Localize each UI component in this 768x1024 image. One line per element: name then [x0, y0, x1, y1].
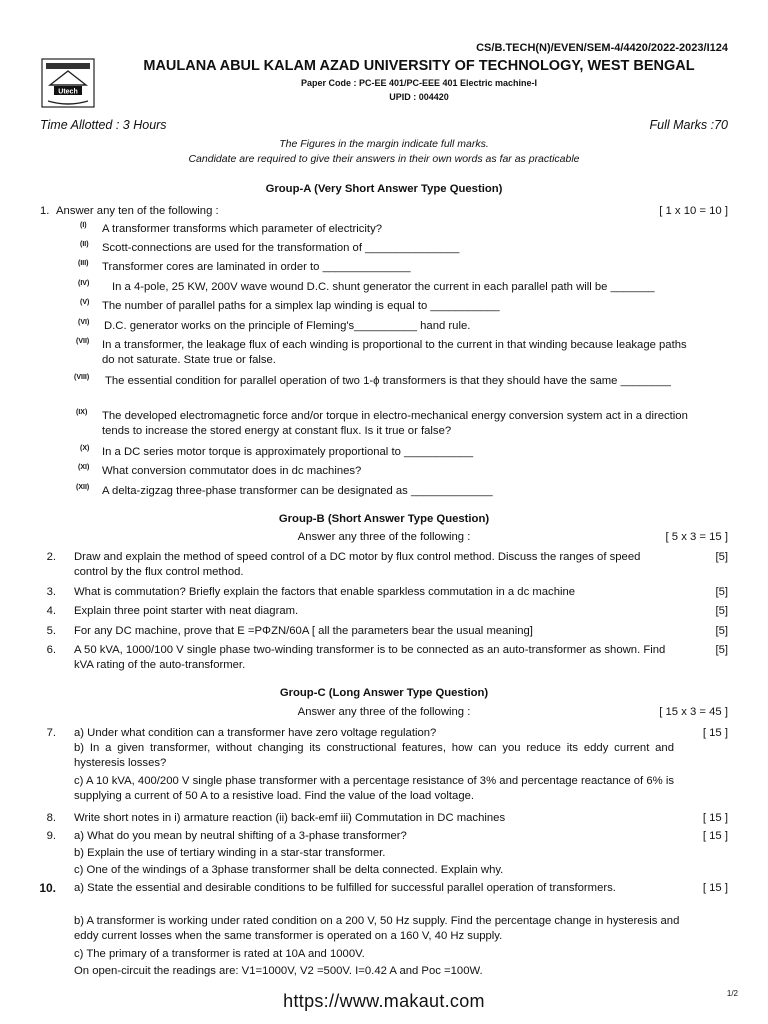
roman-numeral: (XII) — [76, 484, 90, 491]
roman-numeral: (VIII) — [74, 374, 90, 381]
question-text: Explain three point starter with neat diagram. — [74, 605, 299, 617]
question-marks: [ 15 ] — [702, 882, 728, 894]
list-item: A transformer transforms which parameter of electricity? — [102, 223, 383, 235]
question-number: 8. — [46, 812, 56, 824]
group-c-instruction: Answer any three of the following : — [297, 706, 471, 718]
question-9a: a) What do you mean by neutral shifting of a 3-phase transformer? — [74, 830, 407, 842]
question-10b: b) A transformer is working under rated condition on a 200 V, 50 Hz supply. Find the percentage change in hysteresis and eddy current losses when the same transformer is operated on a 160 V, 40 Hz supply. — [74, 915, 680, 942]
question-marks: [5] — [715, 625, 728, 637]
question-number: 7. — [46, 727, 56, 739]
list-item: The number of parallel paths for a simplex lap winding is equal to ___________ — [102, 300, 500, 312]
group-b-marks: [ 5 x 3 = 15 ] — [665, 531, 728, 543]
question-10c: c) The primary of a transformer is rated at 10A and 1000V. — [74, 948, 365, 960]
question-number: 3. — [46, 586, 56, 598]
question-marks: [ 15 ] — [702, 727, 728, 739]
question-number: 6. — [46, 644, 56, 656]
group-b-title: Group-B (Short Answer Type Question) — [278, 513, 490, 525]
question-marks: [5] — [715, 605, 728, 617]
question-number: 10. — [39, 881, 56, 895]
list-item: The developed electromagnetic force and/or torque in electro-mechanical energy conversion system act in a direction tends to increase the stored energy at constant flux. Is it true or false? — [102, 410, 688, 437]
roman-numeral: (VII) — [76, 338, 90, 345]
paper-code: Paper Code : PC-EE 401/PC-EEE 401 Electric machine-I — [300, 78, 538, 88]
question-marks: [5] — [715, 644, 728, 656]
question-text: Draw and explain the method of speed control of a DC motor by flux control method. Discuss the ranges of speed control by the flux control method. — [74, 551, 641, 578]
question-10d: On open-circuit the readings are: V1=1000V, V2 =500V. I=0.42 A and Poc =100W. — [74, 965, 483, 977]
list-item: Scott-connections are used for the transformation of _______________ — [102, 242, 460, 254]
question-number: 2. — [46, 551, 56, 563]
roman-numeral: (IV) — [78, 280, 90, 287]
upid: UPID : 004420 — [389, 92, 449, 102]
time-allotted: Time Allotted : 3 Hours — [40, 118, 167, 132]
roman-numeral: (IX) — [76, 409, 88, 416]
roman-numeral: (I) — [80, 222, 87, 229]
roman-numeral: (III) — [78, 260, 89, 267]
roman-numeral: (VI) — [78, 319, 90, 326]
list-item: D.C. generator works on the principle of Fleming's__________ hand rule. — [104, 320, 471, 332]
question-number: 4. — [46, 605, 56, 617]
q1-text: Answer any ten of the following : — [56, 205, 219, 217]
question-9b: b) Explain the use of tertiary winding in a star-star transformer. — [74, 847, 386, 859]
page-number: 1/2 — [726, 989, 738, 998]
question-text: For any DC machine, prove that E =PΦZN/60A [ all the parameters bear the usual meaning] — [74, 625, 533, 637]
question-9c: c) One of the windings of a 3phase transformer shall be delta connected. Explain why. — [74, 864, 504, 876]
group-c-marks: [ 15 x 3 = 45 ] — [659, 706, 728, 718]
roman-numeral: (II) — [80, 241, 89, 248]
full-marks: Full Marks :70 — [649, 118, 728, 132]
question-7b: b) In a given transformer, without changing its constructional features, how can you reduce its eddy current and hysteresis losses? — [74, 742, 674, 769]
list-item: In a DC series motor torque is approximately proportional to ___________ — [102, 446, 474, 458]
question-7a: a) Under what condition can a transformer have zero voltage regulation? — [74, 727, 437, 739]
question-text: A 50 kVA, 1000/100 V single phase two-winding transformer is to be connected as an auto-transformer as shown. Find kVA rating of the auto-transformer. — [74, 644, 666, 671]
question-7c: c) A 10 kVA, 400/200 V single phase transformer with a percentage resistance of 3% and percentage reactance of 6% is supplying a current of 50 A to a resistive load. Find the value of the load voltage. — [74, 775, 674, 802]
question-number: 9. — [46, 830, 56, 842]
logo-text: Utech — [58, 88, 78, 96]
question-marks: [5] — [715, 551, 728, 563]
list-item: The essential condition for parallel operation of two 1-ϕ transformers is that they should have the same ________ — [105, 375, 671, 387]
list-item: In a transformer, the leakage flux of each winding is proportional to the current in that winding because leakage paths do not saturate. State true or false. — [102, 339, 687, 366]
footer-url[interactable]: https://www.makaut.com — [283, 991, 485, 1011]
q1-number: 1. — [40, 205, 50, 217]
list-item: Transformer cores are laminated in order to ______________ — [102, 261, 411, 273]
list-item: A delta-zigzag three-phase transformer can be designated as _____________ — [102, 485, 493, 497]
roman-numeral: (X) — [80, 445, 90, 452]
question-number: 5. — [46, 625, 56, 637]
question-8: Write short notes in i) armature reaction (ii) back-emf iii) Commutation in DC machines — [74, 812, 506, 824]
paper-code-id: CS/B.TECH(N)/EVEN/SEM-4/4420/2022-2023/I124 — [476, 42, 728, 54]
question-marks: [ 15 ] — [702, 830, 728, 842]
question-text: What is commutation? Briefly explain the factors that enable sparkless commutation in a dc machine — [74, 586, 576, 598]
list-item: In a 4-pole, 25 KW, 200V wave wound D.C. shunt generator the current in each parallel path will be _______ — [112, 281, 655, 293]
question-10a: a) State the essential and desirable conditions to be fulfilled for successful parallel operation of transformers. — [74, 882, 616, 894]
group-b-instruction: Answer any three of the following : — [297, 531, 471, 543]
instruction-2: Candidate are required to give their answers in their own words as far as practicable — [188, 153, 580, 165]
question-marks: [ 15 ] — [702, 812, 728, 824]
roman-numeral: (V) — [80, 299, 90, 306]
group-c-title: Group-C (Long Answer Type Question) — [279, 687, 489, 699]
instruction-1: The Figures in the margin indicate full marks. — [279, 138, 489, 150]
group-a-title: Group-A (Very Short Answer Type Question) — [265, 183, 503, 195]
roman-numeral: (XI) — [78, 464, 90, 471]
q1-marks: [ 1 x 10 = 10 ] — [659, 205, 728, 217]
question-marks: [5] — [715, 586, 728, 598]
list-item: What conversion commutator does in dc machines? — [102, 465, 362, 477]
university-name: MAULANA ABUL KALAM AZAD UNIVERSITY OF TECHNOLOGY, WEST BENGAL — [143, 58, 695, 74]
